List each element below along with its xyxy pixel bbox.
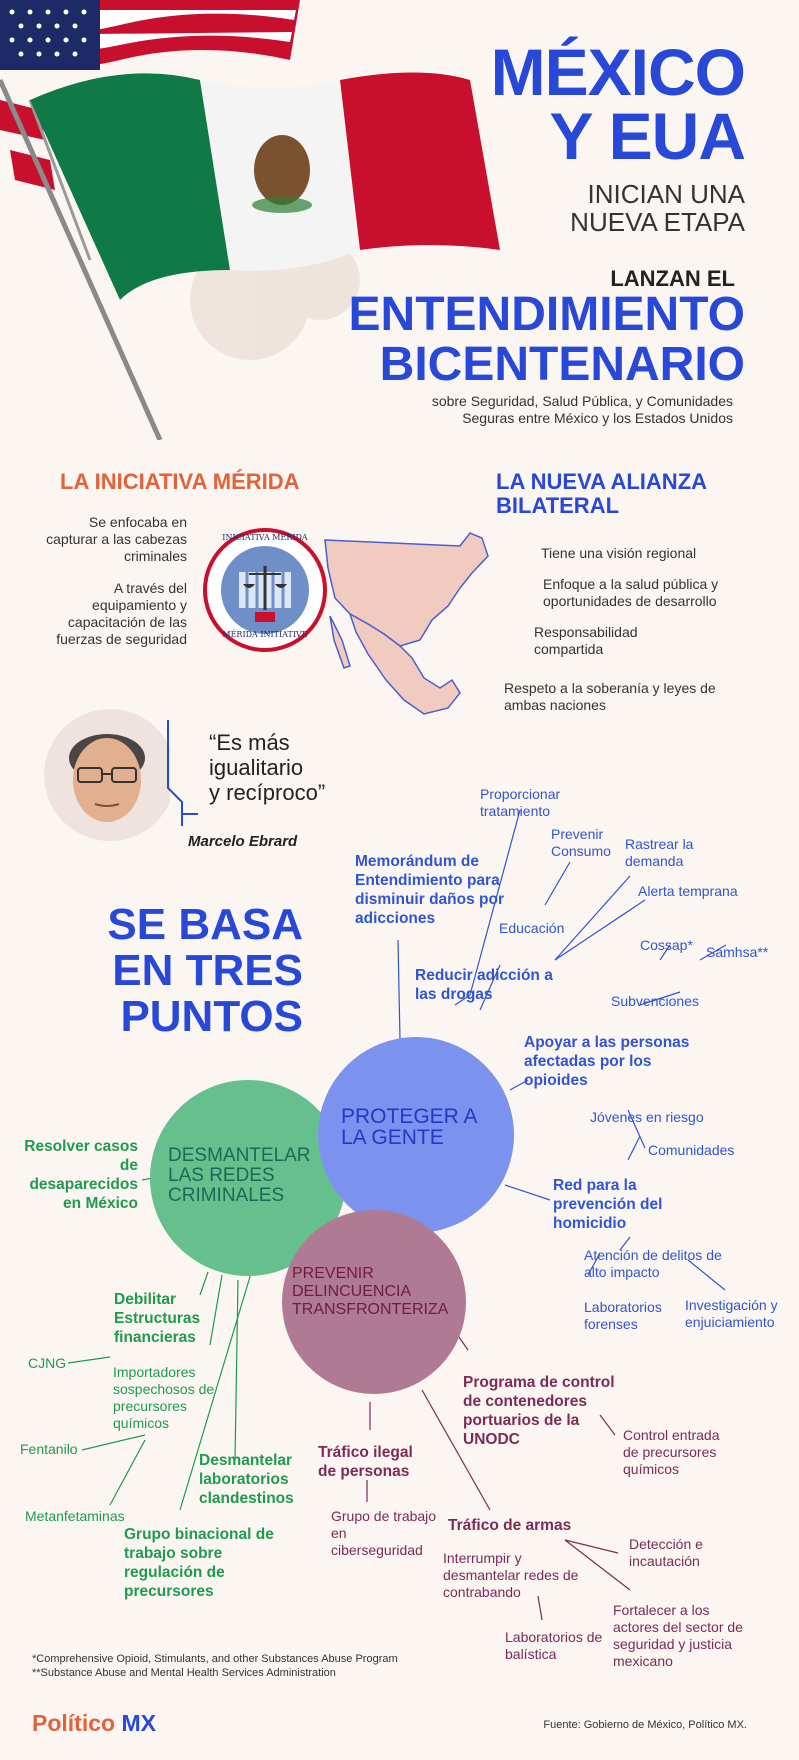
node-control-entrada: Control entrada de precursores químicos [623, 1427, 720, 1477]
header-description: sobre Seguridad, Salud Pública, y Comunidades Seguras entre México y los Estados Unidos [431, 393, 733, 426]
seal-top-text: INICIATIVA MÉRIDA [222, 533, 308, 542]
node-importadores: Importadores sospechosos de precursores químicos [113, 1364, 215, 1431]
node-proporcionar: Proporcionar tratamiento [480, 786, 561, 819]
brand-logo: Político MX [32, 1710, 156, 1736]
title-line2: Y EUA [549, 99, 745, 173]
lanzan-label: LANZAN EL [610, 266, 735, 291]
node-lab-balistica: Laboratorios de balística [505, 1629, 603, 1662]
node-prevenir-consumo: Prevenir Consumo [551, 826, 611, 859]
desmantelar-label: DESMANTELAR LAS REDES CRIMINALES [168, 1145, 311, 1206]
node-grupo: Grupo binacional de trabajo sobre regulación de precursores [124, 1526, 274, 1600]
node-rastrear: Rastrear la demanda [625, 836, 694, 869]
footnote-2: **Substance Abuse and Mental Health Services Administration [32, 1667, 336, 1679]
subtitle [385, 180, 745, 236]
quote-text: “Es más igualitario y recíproco” [209, 730, 326, 805]
node-red: Red para la prevención del homicidio [553, 1177, 663, 1232]
section-title: SE BASA EN TRES PUNTOS [107, 900, 303, 1041]
node-interrumpir: Interrumpir y desmantelar redes de contrabando [443, 1550, 579, 1600]
node-deteccion: Detección e incautación [629, 1536, 703, 1569]
entendimiento-title [305, 290, 745, 390]
node-alerta: Alerta temprana [638, 883, 738, 899]
subtitle-line2: NUEVA ETAPA [570, 207, 745, 237]
node-fentanilo: Fentanilo [20, 1441, 78, 1457]
node-apoyar: Apoyar a las personas afectadas por los opioides [524, 1034, 690, 1089]
node-comunidades: Comunidades [648, 1142, 735, 1158]
alianza-item-4: Respeto a la soberanía y leyes de ambas naciones [504, 680, 716, 713]
quote-author: Marcelo Ebrard [188, 833, 298, 850]
node-programa: Programa de control de contenedores portuarios de la UNODC [463, 1374, 615, 1448]
alianza-heading: LA NUEVA ALIANZA BILATERAL [496, 469, 708, 518]
prevenir-label: PREVENIR DELINCUENCIA TRANSFRONTERIZA [292, 1265, 449, 1318]
node-atencion: Atención de delitos de alto impacto [584, 1247, 722, 1280]
seal-bottom-text: MÉRIDA INITIATIVE [222, 630, 308, 639]
node-cossap: Cossap* [640, 937, 693, 953]
proteger-label: PROTEGER A LA GENTE [341, 1105, 477, 1149]
node-trafico-personas: Tráfico ilegal de personas [318, 1444, 413, 1480]
merida-point-1: Se enfocaba en capturar a las cabezas criminales [46, 514, 187, 564]
node-trafico-armas: Tráfico de armas [448, 1517, 572, 1534]
node-reducir: Reducir adicción a las drogas [415, 967, 553, 1003]
alianza-item-3: Responsabilidad compartida [534, 624, 638, 657]
main-title [385, 35, 745, 173]
merida-heading: LA INICIATIVA MÉRIDA [60, 469, 300, 494]
node-investigacion: Investigación y enjuiciamiento [685, 1297, 778, 1330]
eagle-emblem [254, 135, 310, 205]
node-metanfetaminas: Metanfetaminas [25, 1508, 125, 1524]
node-desmantelar-lab: Desmantelar laboratorios clandestinos [199, 1452, 294, 1507]
merida-point-2: A través del equipamiento y capacitación de las fuerzas de seguridad [56, 580, 187, 647]
node-samhsa: Samhsa** [706, 944, 769, 960]
node-educacion: Educación [499, 920, 565, 936]
footnotes [32, 1652, 398, 1680]
node-jovenes: Jóvenes en riesgo [590, 1109, 704, 1125]
node-fortalecer: Fortalecer a los actores del sector de seguridad y justicia mexicano [613, 1602, 743, 1669]
source-text: Fuente: Gobierno de México, Político MX. [543, 1719, 747, 1731]
alianza-item-1: Tiene una visión regional [541, 545, 697, 561]
node-cjng: CJNG [28, 1355, 67, 1371]
alianza-item-2: Enfoque a la salud pública y oportunidades de desarrollo [543, 576, 719, 609]
title-line1: MÉXICO [490, 35, 745, 109]
ent-line1: ENTENDIMIENTO [348, 288, 745, 341]
node-lab-forenses: Laboratorios forenses [584, 1299, 662, 1332]
node-memorandum: Memorándum de Entendimiento para disminuir daños por adicciones [355, 853, 504, 927]
node-grupo-ciber: Grupo de trabajo en ciberseguridad [331, 1508, 437, 1558]
node-subvenciones: Subvenciones [611, 993, 699, 1009]
footnote-1: *Comprehensive Opioid, Stimulants, and other Substances Abuse Program [32, 1653, 398, 1665]
subtitle-line1: INICIAN UNA [587, 179, 745, 209]
node-resolver: Resolver casos de desaparecidos en México [24, 1138, 138, 1212]
node-debilitar: Debilitar Estructuras financieras [114, 1291, 201, 1346]
ent-line2: BICENTENARIO [379, 338, 745, 391]
